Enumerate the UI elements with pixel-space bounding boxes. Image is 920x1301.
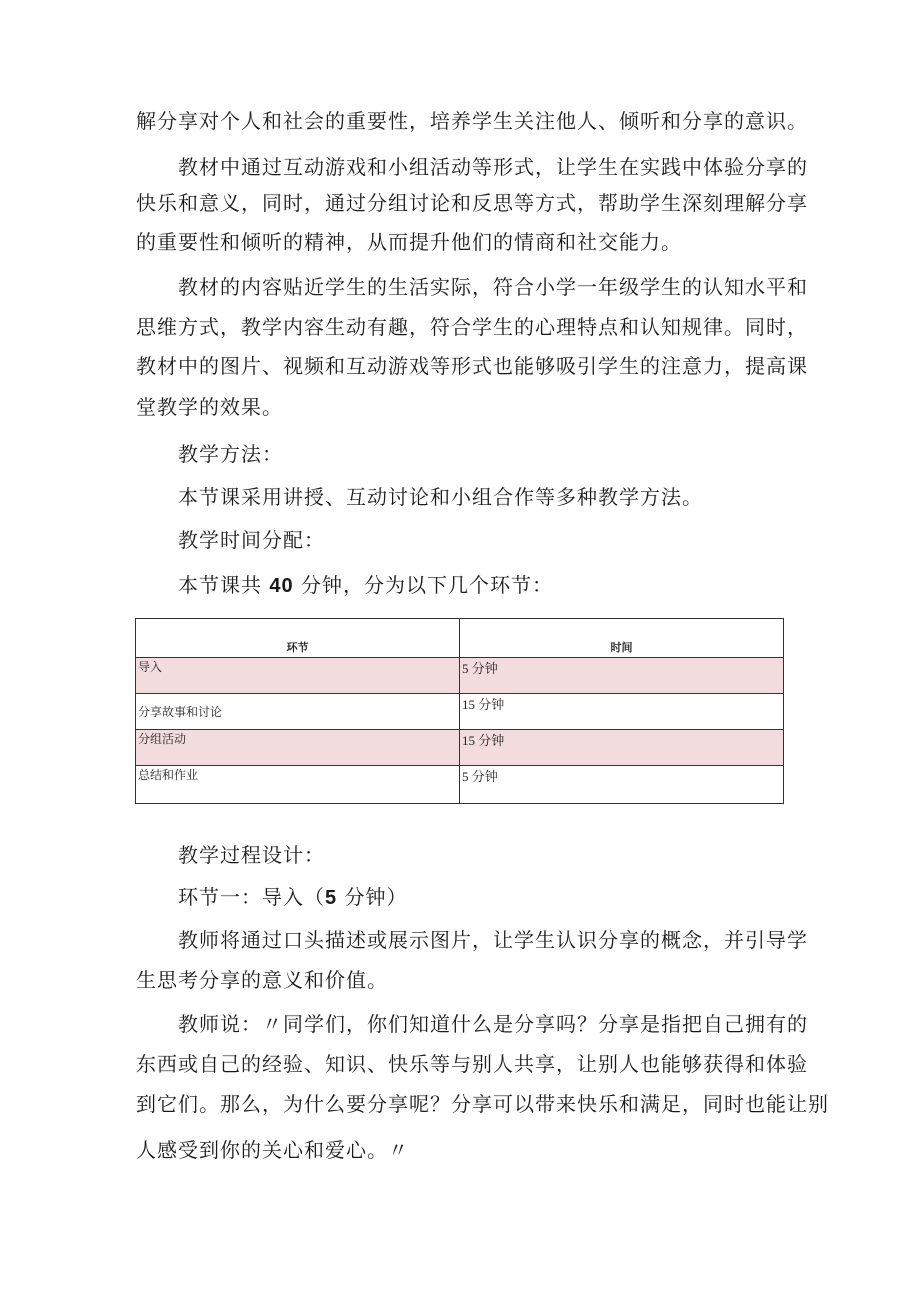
stage-cell: 总结和作业 — [136, 766, 460, 804]
paragraph-line: 本节课采用讲授、互动讨论和小组合作等多种教学方法。 — [178, 485, 703, 509]
section-heading-methods: 教学方法： — [178, 442, 283, 466]
paragraph-line: 堂教学的效果。 — [136, 395, 283, 419]
stage-one-heading — [178, 877, 828, 918]
stage-one-text: 环节一：导入（ — [178, 885, 325, 909]
paragraph-line: 的重要性和倾听的精神，从而提升他们的情商和社交能力。 — [136, 230, 682, 254]
stage-one-minutes: 5 — [325, 887, 338, 909]
table-header-row — [136, 619, 784, 658]
paragraph-line: 东西或自己的经验、知识、快乐等与别人共享，让别人也能够获得和体验 — [136, 1052, 808, 1076]
time-cell: 15 分钟 — [460, 730, 784, 766]
section-heading-process: 教学过程设计： — [178, 843, 325, 867]
total-minutes: 40 — [269, 575, 294, 597]
stage-one-text: 分钟） — [344, 885, 408, 909]
paragraph-line: 教材中通过互动游戏和小组活动等形式，让学生在实践中体验分享的 — [178, 155, 808, 179]
stage-cell: 分享故事和讨论 — [136, 694, 460, 730]
paragraph-line: 到它们。那么，为什么要分享呢？分享可以带来快乐和满足，同时也能让别 — [136, 1092, 829, 1116]
paragraph-line: 生思考分享的意义和价值。 — [136, 968, 388, 992]
time-intro-text: 分钟，分为以下几个环节： — [300, 573, 553, 597]
time-cell: 5 分钟 — [460, 658, 784, 694]
header-stage: 环节 — [136, 619, 460, 658]
paragraph-line: 教材的内容贴近学生的生活实际，符合小学一年级学生的认知水平和 — [178, 275, 808, 299]
time-intro-text: 本节课共 — [178, 573, 262, 597]
time-cell: 5 分钟 — [460, 766, 784, 804]
time-allocation-table — [135, 618, 784, 804]
table-row — [136, 694, 784, 730]
section-heading-time: 教学时间分配： — [178, 528, 325, 552]
time-intro-line — [178, 565, 828, 606]
stage-cell: 分组活动 — [136, 730, 460, 766]
paragraph-line: 人感受到你的关心和爱心。〃 — [136, 1138, 409, 1162]
time-cell: 15 分钟 — [460, 694, 784, 730]
table-row — [136, 658, 784, 694]
paragraph-line: 教师将通过口头描述或展示图片，让学生认识分享的概念，并引导学 — [178, 928, 808, 952]
paragraph-line: 思维方式，教学内容生动有趣，符合学生的心理特点和认知规律。同时， — [136, 315, 808, 339]
paragraph-line: 教材中的图片、视频和互动游戏等形式也能够吸引学生的注意力，提高课 — [136, 354, 808, 378]
paragraph-line: 教师说：〃同学们，你们知道什么是分享吗？分享是指把自己拥有的 — [178, 1012, 808, 1036]
header-time: 时间 — [460, 619, 784, 658]
paragraph-line: 快乐和意义，同时，通过分组讨论和反思等方式，帮助学生深刻理解分享 — [136, 191, 808, 215]
paragraph-line: 解分享对个人和社会的重要性，培养学生关注他人、倾听和分享的意识。 — [136, 109, 808, 133]
table-row — [136, 766, 784, 804]
stage-cell: 导入 — [136, 658, 460, 694]
table-row — [136, 730, 784, 766]
